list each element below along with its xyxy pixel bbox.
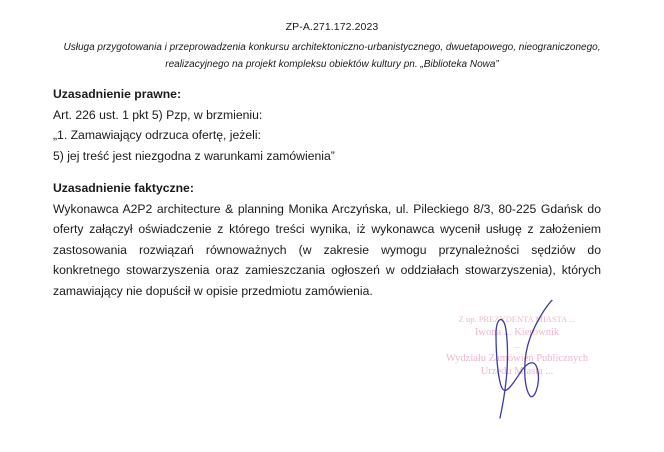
factual-basis-heading: Uzasadnienie faktyczne: — [53, 181, 194, 195]
reference-number: ZP-A.271.172.2023 — [285, 21, 379, 33]
handwritten-signature-icon — [470, 300, 600, 430]
legal-basis-line: Art. 226 ust. 1 pkt 5) Pzp, w brzmieniu: — [53, 107, 263, 122]
legal-basis-heading: Uzasadnienie prawne: — [53, 87, 182, 101]
stamp-line: ... — [514, 341, 520, 350]
legal-basis-line: 5) jej treść jest niezgodna z warunkami zamówienia” — [53, 148, 335, 163]
stamp-line: Wydziału Zamówień Publicznych — [445, 353, 589, 364]
factual-basis-section — [53, 178, 601, 301]
legal-basis-line: „1. Zamawiający odrzuca ofertę, jeżeli: — [53, 128, 261, 142]
stamp-line: Z up. PREZYDENTA MIASTA ... — [458, 314, 576, 324]
legal-basis-section — [53, 84, 601, 166]
stamp-line: Urzędu Miasta ... — [480, 366, 554, 377]
stamp-line: Iwona ... Kierownik — [474, 327, 560, 338]
document-subject: Usługa przygotowania i przeprowadzenia konkursu architektoniczno-urbanistycznego, dwuetapowego, nieograniczonego, realizacyjnego na projekt kompleksu obiektów kultury pn. „Biblioteka Nowa” — [63, 42, 601, 70]
factual-basis-paragraph: Wykonawca A2P2 architecture & planning Monika Arczyńska, ul. Pileckiego 8/3, 80-225 Gdańsk do oferty załączył oświadczenie z którego treści wynika, iż wykonawca wycenił usługę z założeniem zastosowania rozwiązań równoważnych (w zakresie wymogu przynależności sędziów do konkretnego stowarzyszenia oraz zamieszczania ogłoszeń w oddziałach stowarzyszenia), których zamawiający nie dopuścił w opisie przedmiotu zamówienia. — [53, 201, 601, 298]
